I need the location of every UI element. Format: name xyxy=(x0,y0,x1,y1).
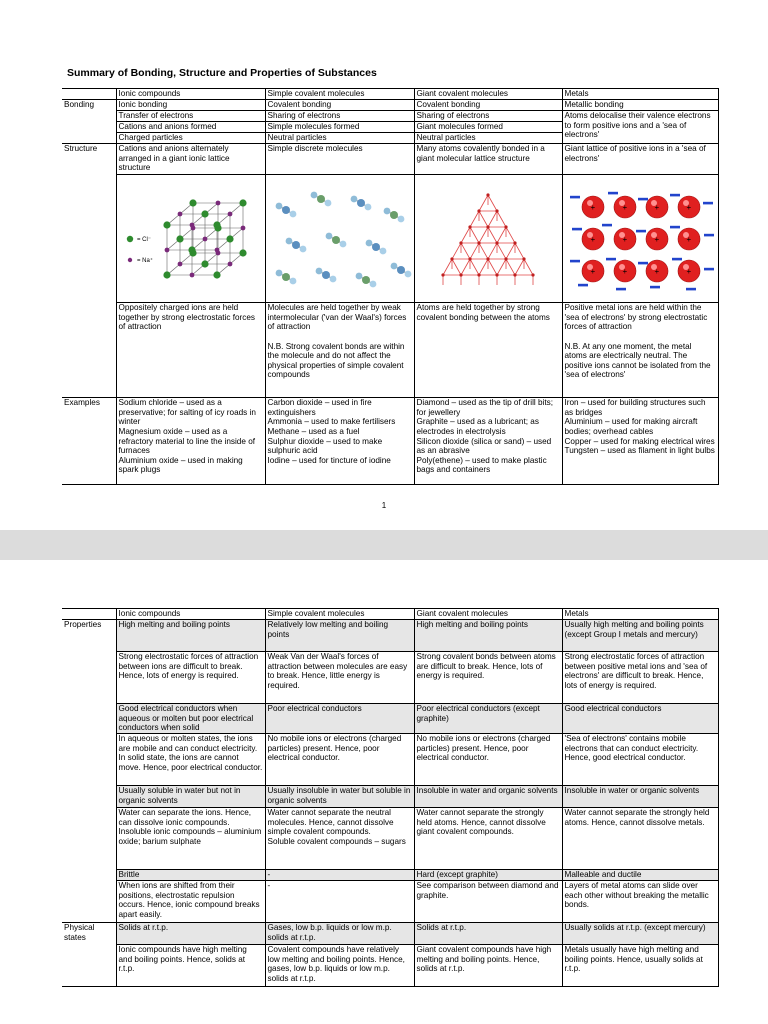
structure-explanation: Atoms are held together by strong covalent bonding between the atoms xyxy=(414,303,562,398)
electron-icon xyxy=(578,283,588,286)
carbon-atom xyxy=(459,273,462,276)
cl-ion xyxy=(163,221,170,228)
molecule-atom xyxy=(315,267,322,274)
bonding-cell: Covalent bonding xyxy=(414,100,562,111)
header-ionic: Ionic compounds xyxy=(116,89,265,100)
examples-cell: Sodium chloride – used as a preservative; for salting of icy roads in winter Magnesium oxide – used as a refractory material to line the inside of furnaces Aluminium oxide – used in making spark plugs xyxy=(116,398,265,485)
examples-cell: Diamond – used as the tip of drill bits; for jewellery Graphite – used as a lubricant; as electrodes in electrolysis Silicon dioxide (silica or sand) – used as an abrasive Poly(ethene) – used to make plastic bags and containers xyxy=(414,398,562,485)
structure-explanation: Oppositely charged ions are held together by strong electrostatic forces of attraction xyxy=(116,303,265,398)
header-giant-covalent: Giant covalent molecules xyxy=(414,609,562,620)
covalent-bond xyxy=(452,243,461,259)
page-number: 1 xyxy=(381,501,387,510)
covalent-bond xyxy=(479,227,488,243)
cl-ion xyxy=(213,221,220,228)
physical-cell: Solids at r.t.p. xyxy=(116,923,265,945)
bonding-cell: Sharing of electrons xyxy=(414,111,562,122)
molecule-atom xyxy=(289,210,296,217)
covalent-bond xyxy=(479,243,488,259)
carbon-atom xyxy=(441,273,444,276)
header-simple-covalent: Simple covalent molecules xyxy=(265,609,414,620)
property-cell: Insoluble in water and organic solvents xyxy=(414,786,562,808)
bonding-cell: Transfer of electrons xyxy=(116,111,265,122)
na-ion xyxy=(177,261,182,266)
property-cell: Usually insoluble in water but soluble in organic solvents xyxy=(265,786,414,808)
physical-cell: Solids at r.t.p. xyxy=(414,923,562,945)
bonding-cell: Simple molecules formed xyxy=(265,122,414,133)
property-cell: Malleable and ductile xyxy=(562,870,718,881)
summary-table xyxy=(62,88,719,485)
physical-cell: Covalent compounds have relatively low melting and boiling points. Hence, gases, low b.p. liquids or low m.p. solids at r.t.p. xyxy=(265,945,414,987)
cl-ion xyxy=(226,235,233,242)
molecule-atom xyxy=(383,207,390,214)
property-cell: Poor electrical conductors xyxy=(265,704,414,734)
positive-charge-icon: + xyxy=(686,202,691,212)
carbon-atom xyxy=(477,209,480,212)
bonding-cell: Ionic bonding xyxy=(116,100,265,111)
corner-cell xyxy=(62,89,116,100)
molecule-atom xyxy=(365,239,372,246)
carbon-atom xyxy=(450,257,453,260)
carbon-atom xyxy=(495,273,498,276)
molecule-atom xyxy=(355,272,362,279)
carbon-atom xyxy=(468,225,471,228)
covalent-bond xyxy=(461,227,470,243)
cl-ion xyxy=(213,271,220,278)
covalent-bond xyxy=(452,259,461,275)
property-cell: Strong electrostatic forces of attraction between ions are difficult to break. Hence, lots of energy is required. xyxy=(116,652,265,704)
electron-icon xyxy=(704,233,714,236)
electron-icon xyxy=(602,223,612,226)
covalent-bond xyxy=(479,259,488,275)
covalent-bond xyxy=(488,227,497,243)
property-cell: Relatively low melting and boiling points xyxy=(265,620,414,652)
molecule-atom xyxy=(397,266,405,274)
simple-molecules-diagram xyxy=(266,185,413,293)
bonding-cell: Charged particles xyxy=(116,133,265,144)
physical-cell: Gases, low b.p. liquids or low m.p. solids at r.t.p. xyxy=(265,923,414,945)
electron-icon xyxy=(670,193,680,196)
carbon-atom xyxy=(486,257,489,260)
property-cell: High melting and boiling points xyxy=(116,620,265,652)
covalent-bond xyxy=(461,259,470,275)
property-cell: Strong covalent bonds between atoms are difficult to break. Hence, lots of energy is required. xyxy=(414,652,562,704)
covalent-bond xyxy=(470,259,479,275)
positive-charge-icon: + xyxy=(654,234,659,244)
electron-icon xyxy=(704,267,714,270)
covalent-bond xyxy=(497,227,506,243)
positive-charge-icon: + xyxy=(654,266,659,276)
structure-cell: Many atoms covalently bonded in a giant molecular lattice structure xyxy=(414,144,562,175)
molecule-atom xyxy=(329,275,336,282)
covalent-bond xyxy=(488,211,497,227)
electron-icon xyxy=(703,201,713,204)
molecule-atom xyxy=(282,273,290,281)
cl-ion xyxy=(201,210,208,217)
carbon-atom xyxy=(468,257,471,260)
covalent-bond xyxy=(443,259,452,275)
ionic-lattice-figure-cell xyxy=(116,175,265,303)
header-metals: Metals xyxy=(562,609,718,620)
covalent-bond xyxy=(461,243,470,259)
covalent-bond xyxy=(515,243,524,259)
physical-cell: Giant covalent compounds have high melting and boiling points. Hence, solids at r.t.p. xyxy=(414,945,562,987)
carbon-atom xyxy=(504,257,507,260)
property-cell: Insoluble in water or organic solvents xyxy=(562,786,718,808)
simple-molecules-figure-cell xyxy=(265,175,414,303)
molecule-atom xyxy=(292,241,300,249)
bonding-cell: Giant molecules formed xyxy=(414,122,562,133)
na-ion xyxy=(164,247,169,252)
property-cell: Usually high melting and boiling points (except Group I metals and mercury) xyxy=(562,620,718,652)
molecule-atom xyxy=(390,262,397,269)
carbon-atom xyxy=(477,273,480,276)
property-cell: No mobile ions or electrons (charged particles) present. Hence, poor electrical conductor. xyxy=(265,734,414,786)
carbon-atom xyxy=(522,257,525,260)
row-label-structure: Structure xyxy=(62,144,116,398)
na-ion xyxy=(215,200,220,205)
molecule-atom xyxy=(317,195,325,203)
property-cell: Water cannot separate the strongly held atoms. Hence, cannot dissolve metals. xyxy=(562,808,718,870)
molecule-atom xyxy=(325,232,332,239)
positive-charge-icon: + xyxy=(590,266,595,276)
positive-charge-icon: + xyxy=(590,234,595,244)
property-cell: Water cannot separate the strongly held atoms. Hence, cannot dissolve giant covalent compounds. xyxy=(414,808,562,870)
na-ion xyxy=(227,211,232,216)
header-giant-covalent: Giant covalent molecules xyxy=(414,89,562,100)
header-ionic: Ionic compounds xyxy=(116,609,265,620)
document-page-2 xyxy=(0,560,768,1024)
row-label-bonding: Bonding xyxy=(62,100,116,144)
covalent-bond xyxy=(506,227,515,243)
cl-ion xyxy=(201,260,208,267)
row-label-physical-states: Physical states xyxy=(62,923,116,987)
covalent-bond xyxy=(497,243,506,259)
covalent-bond xyxy=(488,259,497,275)
corner-cell xyxy=(62,609,116,620)
bonding-cell: Sharing of electrons xyxy=(265,111,414,122)
carbon-atom xyxy=(531,273,534,276)
property-cell: Strong electrostatic forces of attraction between positive metal ions and 'sea of electrons' are difficult to break. Hence, lots of energy is required. xyxy=(562,652,718,704)
header-metals: Metals xyxy=(562,89,718,100)
metals-bonding-cell: Metallic bonding xyxy=(562,100,718,111)
property-cell: - xyxy=(265,881,414,923)
carbon-atom xyxy=(486,225,489,228)
nacl-lattice-diagram xyxy=(117,185,264,293)
molecule-atom xyxy=(275,269,282,276)
molecule-atom xyxy=(397,215,404,222)
carbon-atom xyxy=(513,273,516,276)
molecule-atom xyxy=(372,243,380,251)
covalent-bond xyxy=(479,195,488,211)
metal-lattice-figure-cell xyxy=(562,175,718,303)
examples-cell: Carbon dioxide – used in fire extinguishers Ammonia – used to make fertilisers Methane – used as a fuel Sulphur dioxide – used to make sulphuric acid Iodine – used for tincture of iodine xyxy=(265,398,414,485)
molecule-atom xyxy=(379,247,386,254)
property-cell: Water cannot separate the neutral molecules. Hence, cannot dissolve simple covalent compounds. Soluble covalent compounds – sugars xyxy=(265,808,414,870)
header-simple-covalent: Simple covalent molecules xyxy=(265,89,414,100)
legend-cl: = Cl⁻ xyxy=(136,236,151,243)
na-ion xyxy=(227,261,232,266)
physical-cell: Ionic compounds have high melting and boiling points. Hence, solids at r.t.p. xyxy=(116,945,265,987)
na-ion xyxy=(177,211,182,216)
cl-ion xyxy=(176,235,183,242)
molecule-atom xyxy=(275,202,282,209)
examples-cell: Iron – used for building structures such as bridges Aluminium – used for making aircraft bodies; overhead cables Copper – used for making electrical wires Tungsten – used as filament in light bulbs xyxy=(562,398,718,485)
electron-icon xyxy=(608,191,618,194)
positive-charge-icon: + xyxy=(622,202,627,212)
property-cell: Usually soluble in water but not in organic solvents xyxy=(116,786,265,808)
positive-charge-icon: + xyxy=(622,234,627,244)
electron-icon xyxy=(638,261,648,264)
electron-icon xyxy=(650,285,660,288)
carbon-atom xyxy=(495,209,498,212)
electron-icon xyxy=(572,227,582,230)
na-ion xyxy=(189,272,194,277)
covalent-bond xyxy=(470,227,479,243)
molecule-atom xyxy=(285,237,292,244)
cl-ion xyxy=(163,271,170,278)
molecule-atom xyxy=(390,211,398,219)
structure-explanation: Positive metal ions are held within the 'sea of electrons' by strong electrostatic forces of attraction N.B. At any one moment, the metal atoms are electrically neutral. The positive ions cannot be isolated from the 'sea of electrons' xyxy=(562,303,718,398)
positive-charge-icon: + xyxy=(686,234,691,244)
molecule-atom xyxy=(364,203,371,210)
property-cell: Poor electrical conductors (except graphite) xyxy=(414,704,562,734)
page-title: Summary of Bonding, Structure and Properties of Substances xyxy=(67,67,377,79)
carbon-atom xyxy=(513,241,516,244)
molecule-atom xyxy=(282,206,290,214)
molecule-atom xyxy=(357,199,365,207)
carbon-atom xyxy=(477,241,480,244)
covalent-bond xyxy=(515,259,524,275)
carbon-atom xyxy=(495,241,498,244)
na-ion xyxy=(189,222,194,227)
molecule-atom xyxy=(350,195,357,202)
covalent-bond xyxy=(488,195,497,211)
covalent-bond xyxy=(479,211,488,227)
property-cell: Layers of metal atoms can slide over each other without breaking the metallic bonds. xyxy=(562,881,718,923)
positive-charge-icon: + xyxy=(622,266,627,276)
property-cell: Water can separate the ions. Hence, can dissolve ionic compounds. Insoluble ionic compounds – aluminium oxide; barium sulphate xyxy=(116,808,265,870)
property-cell: 'Sea of electrons' contains mobile electrons that can conduct electricity. Hence, good electrical conductor. xyxy=(562,734,718,786)
electron-icon xyxy=(570,195,580,198)
positive-charge-icon: + xyxy=(686,266,691,276)
row-label-properties: Properties xyxy=(62,620,116,923)
cl-ion xyxy=(189,199,196,206)
molecule-atom xyxy=(299,245,306,252)
physical-cell: Metals usually have high melting and boiling points. Hence, usually solids at r.t.p. xyxy=(562,945,718,987)
electron-icon xyxy=(672,257,682,260)
cl-ion xyxy=(239,249,246,256)
carbon-atom xyxy=(486,193,489,196)
bonding-cell: Neutral particles xyxy=(414,133,562,144)
property-cell: - xyxy=(265,870,414,881)
row-label-examples: Examples xyxy=(62,398,116,485)
covalent-bond xyxy=(497,211,506,227)
covalent-bond xyxy=(506,259,515,275)
electron-icon xyxy=(616,287,626,290)
bonding-cell: Covalent bonding xyxy=(265,100,414,111)
legend-na: = Na⁺ xyxy=(136,257,153,264)
bonding-cell: Neutral particles xyxy=(265,133,414,144)
electron-icon xyxy=(686,287,696,290)
molecule-atom xyxy=(289,277,296,284)
property-cell: Good electrical conductors xyxy=(562,704,718,734)
covalent-bond xyxy=(524,259,533,275)
property-cell: Brittle xyxy=(116,870,265,881)
cl-ion xyxy=(239,199,246,206)
property-cell: Good electrical conductors when aqueous or molten but poor electrical conductors when solid xyxy=(116,704,265,734)
na-ion xyxy=(240,225,245,230)
electron-icon xyxy=(606,257,616,260)
carbon-atom xyxy=(459,241,462,244)
molecule-atom xyxy=(332,236,340,244)
electron-icon xyxy=(570,259,580,262)
carbon-atom xyxy=(504,225,507,228)
diamond-lattice-figure-cell xyxy=(414,175,562,303)
physical-cell: Usually solids at r.t.p. (except mercury) xyxy=(562,923,718,945)
diamond-lattice-diagram xyxy=(415,185,561,293)
bonding-cell: Cations and anions formed xyxy=(116,122,265,133)
covalent-bond xyxy=(470,211,479,227)
property-cell: See comparison between diamond and graphite. xyxy=(414,881,562,923)
property-cell: High melting and boiling points xyxy=(414,620,562,652)
cl-legend-dot xyxy=(126,235,132,241)
na-ion xyxy=(214,247,219,252)
na-ion xyxy=(202,236,207,241)
property-cell: In aqueous or molten states, the ions are mobile and can conduct electricity. In solid state, the ions are cannot move. Hence, poor electrical conductor. xyxy=(116,734,265,786)
metallic-lattice-diagram xyxy=(563,185,717,293)
structure-cell: Simple discrete molecules xyxy=(265,144,414,175)
cl-ion xyxy=(188,246,195,253)
molecule-atom xyxy=(369,280,376,287)
na-legend-dot xyxy=(127,257,131,261)
property-cell: When ions are shifted from their positions, electrostatic repulsion occurs. Hence, ionic compound breaks apart easily. xyxy=(116,881,265,923)
structure-cell: Cations and anions alternately arranged in a giant ionic lattice structure xyxy=(116,144,265,175)
covalent-bond xyxy=(497,259,506,275)
positive-charge-icon: + xyxy=(654,202,659,212)
structure-cell: Giant lattice of positive ions in a 'sea of electrons' xyxy=(562,144,718,175)
molecule-atom xyxy=(322,271,330,279)
positive-charge-icon: + xyxy=(590,202,595,212)
covalent-bond xyxy=(488,243,497,259)
electron-icon xyxy=(638,197,648,200)
electron-icon xyxy=(636,229,646,232)
molecule-atom xyxy=(362,276,370,284)
molecule-atom xyxy=(324,199,331,206)
covalent-bond xyxy=(470,243,479,259)
molecule-atom xyxy=(404,270,411,277)
electron-icon xyxy=(670,225,680,228)
molecule-atom xyxy=(339,240,346,247)
property-cell: Weak Van der Waal's forces of attraction between molecules are easy to break. Hence, little energy is required. xyxy=(265,652,414,704)
molecule-atom xyxy=(310,191,317,198)
metals-bonding-detail: Atoms delocalise their valence electrons to form positive ions and a 'sea of electrons' xyxy=(562,111,718,144)
structure-explanation: Molecules are held together by weak intermolecular ('van der Waal's) forces of attraction N.B. Strong covalent bonds are within the molecule and do not affect the physical properties of simple covalent compounds xyxy=(265,303,414,398)
property-cell: No mobile ions or electrons (charged particles) present. Hence, poor electrical conductor. xyxy=(414,734,562,786)
property-cell: Hard (except graphite) xyxy=(414,870,562,881)
properties-table xyxy=(62,608,719,987)
covalent-bond xyxy=(506,243,515,259)
